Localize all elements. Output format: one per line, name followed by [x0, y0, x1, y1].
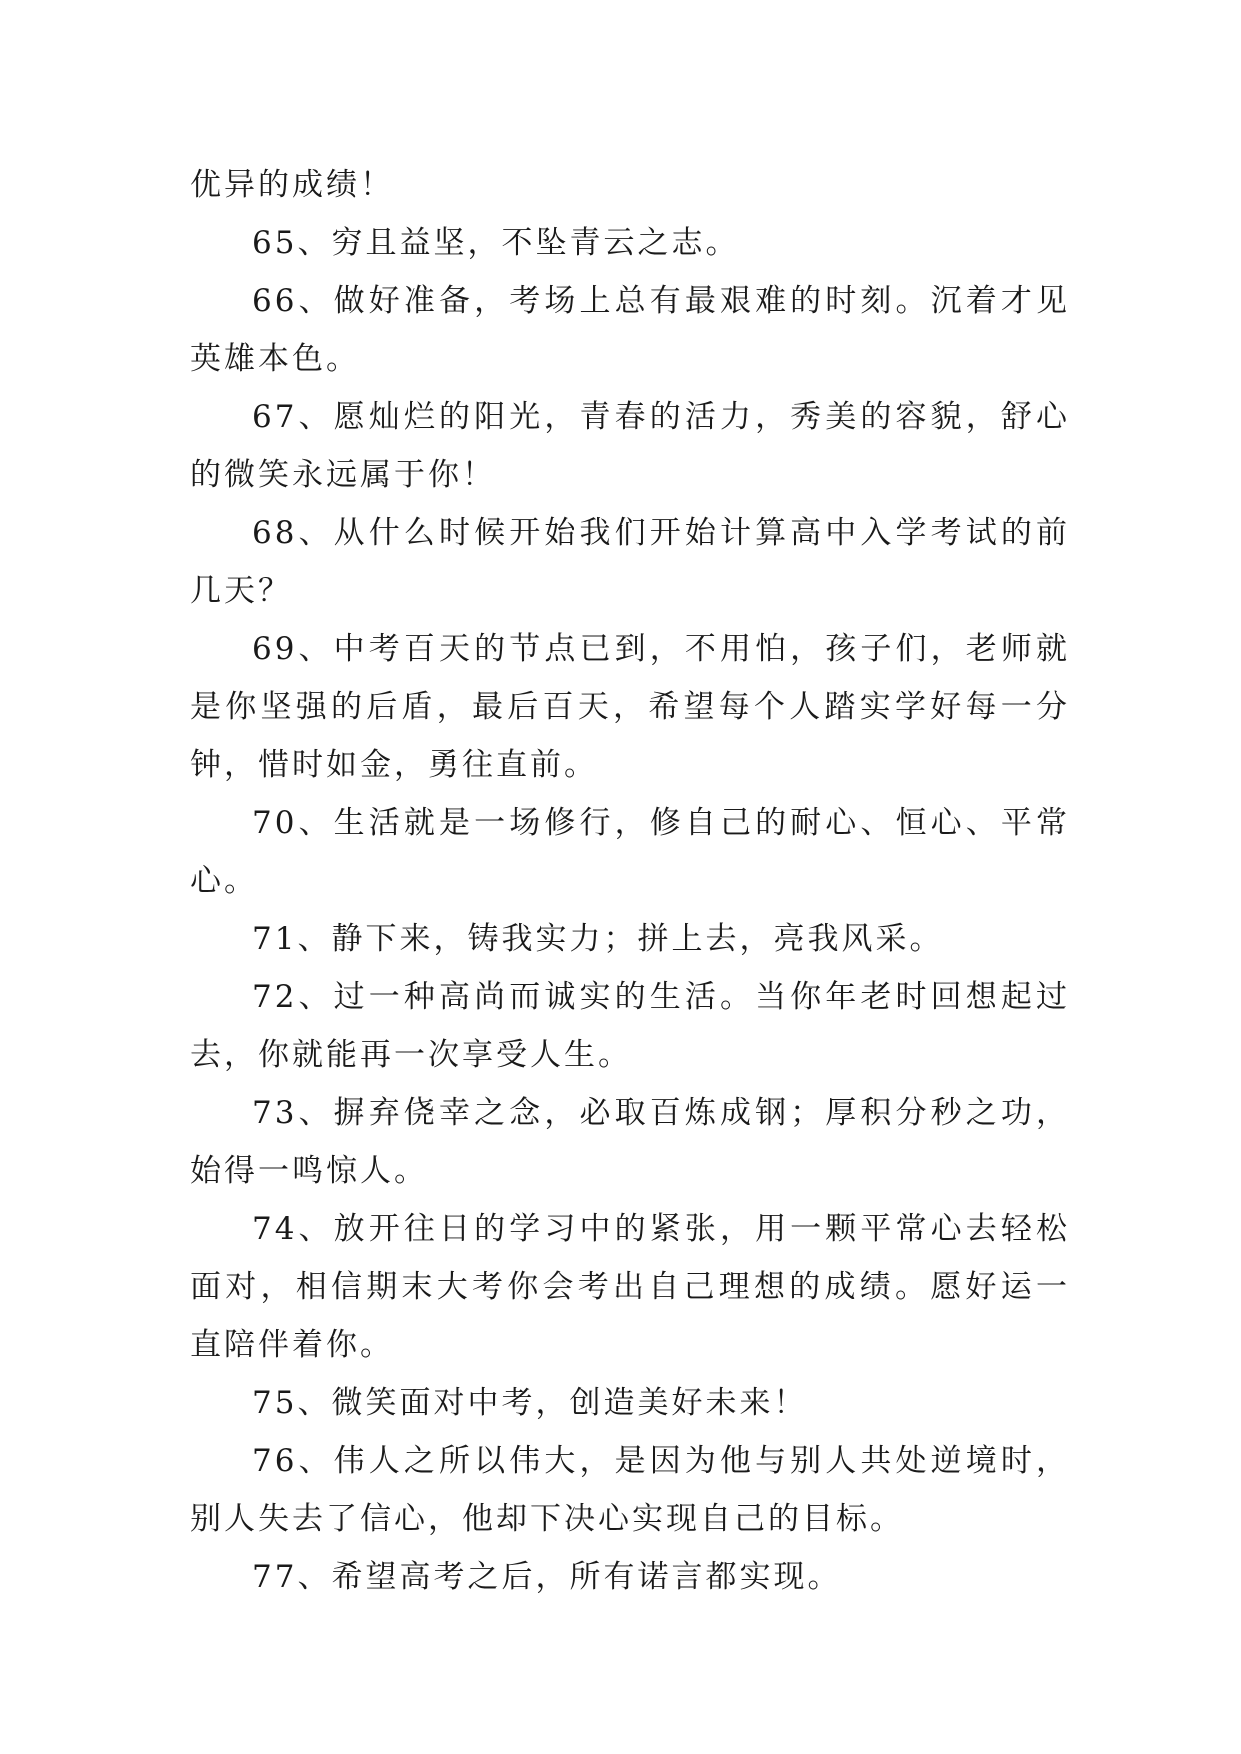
paragraph-67: 67、愿灿烂的阳光，青春的活力，秀美的容貌，舒心的微笑永远属于你！: [190, 399, 1070, 493]
paragraph-73: 73、摒弃侥幸之念，必取百炼成钢；厚积分秒之功，始得一鸣惊人。: [190, 1095, 1070, 1189]
paragraph-74: 74、放开往日的学习中的紧张，用一颗平常心去轻松面对，相信期末大考你会考出自己理想的成绩。愿好运一直陪伴着你。: [190, 1211, 1070, 1363]
paragraph-71: 71、静下来，铸我实力；拼上去，亮我风采。: [252, 921, 944, 957]
paragraph-76: 76、伟人之所以伟大，是因为他与别人共处逆境时，别人失去了信心，他却下决心实现自己的目标。: [190, 1443, 1070, 1537]
document-body: [190, 156, 1070, 1606]
paragraph-continuation: 优异的成绩！: [190, 167, 394, 203]
paragraph-72: 72、过一种高尚而诚实的生活。当你年老时回想起过去，你就能再一次享受人生。: [190, 979, 1070, 1073]
paragraph-75: 75、微笑面对中考，创造美好未来！: [252, 1385, 808, 1421]
paragraph-68: 68、从什么时候开始我们开始计算高中入学考试的前几天？: [190, 515, 1070, 609]
paragraph-66: 66、做好准备，考场上总有最艰难的时刻。沉着才见英雄本色。: [190, 283, 1070, 377]
paragraph-65: 65、穷且益坚，不坠青云之志。: [252, 225, 740, 261]
paragraph-70: 70、生活就是一场修行，修自己的耐心、恒心、平常心。: [190, 805, 1070, 899]
paragraph-77: 77、希望高考之后，所有诺言都实现。: [252, 1559, 842, 1595]
paragraph-69: 69、中考百天的节点已到，不用怕，孩子们，老师就是你坚强的后盾，最后百天，希望每个人踏实学好每一分钟，惜时如金，勇往直前。: [190, 631, 1070, 783]
